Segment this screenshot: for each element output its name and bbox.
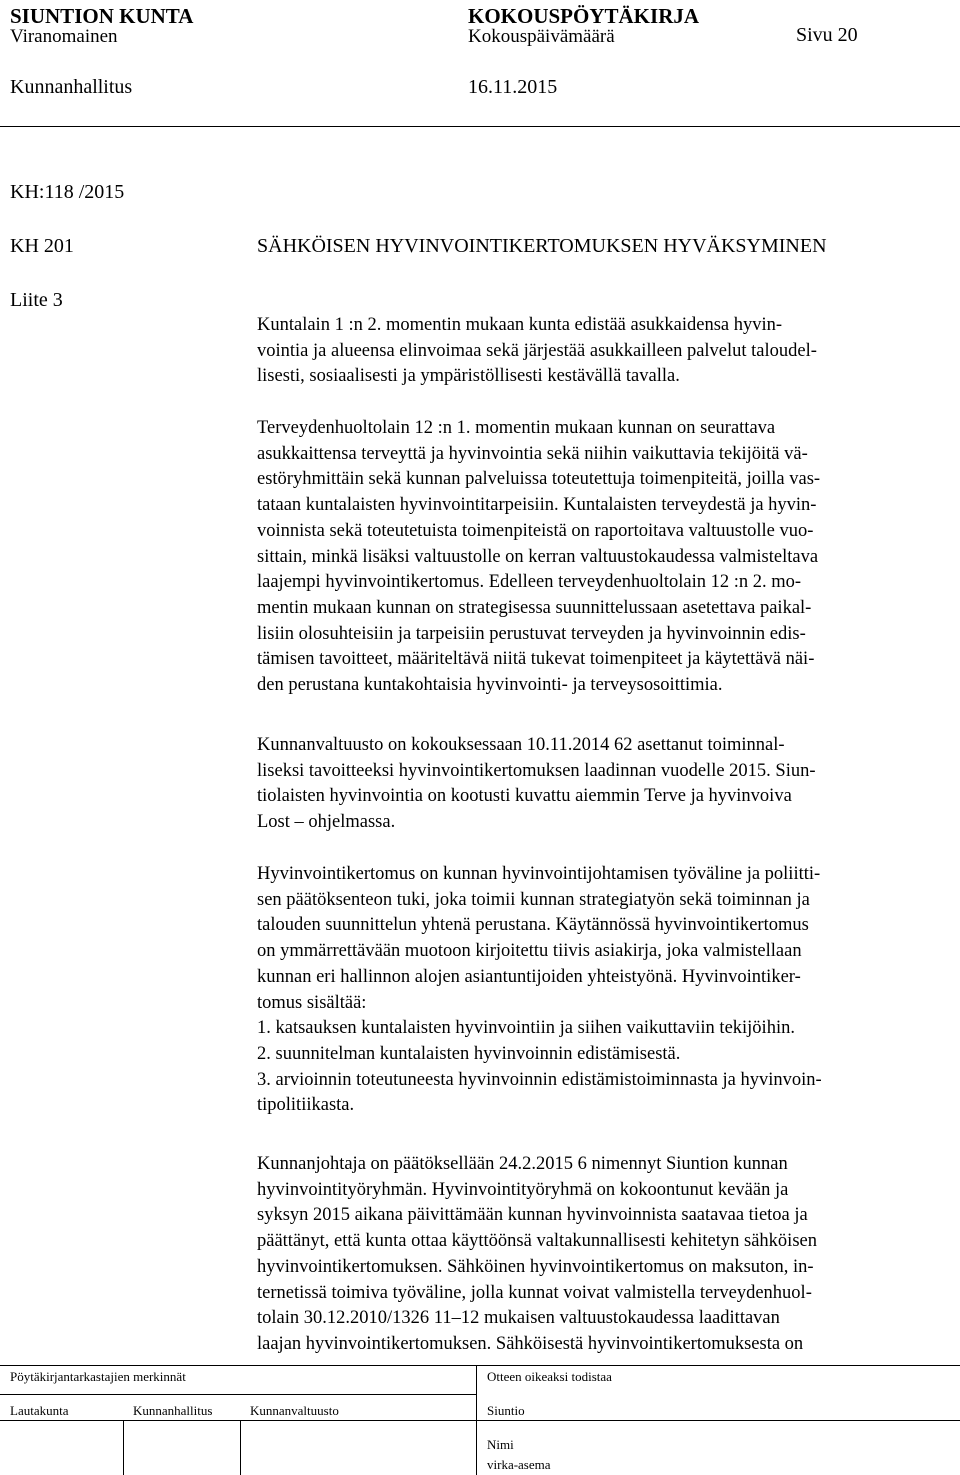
- text-line: hyvinvointikertomuksen. Sähköinen hyvinvointikertomus on maksuton, in-: [257, 1256, 814, 1277]
- footer-col-divider-2: [240, 1420, 241, 1475]
- text-line: sittain, minkä lisäksi valtuustolle on kerran valtuustokaudessa valmisteltava: [257, 546, 819, 567]
- text-line: talouden suunnittelun yhtenä perustana. Käytännössä hyvinvointikertomus: [257, 915, 809, 936]
- text-line: mentin mukaan kunnan on strategisessa suunnittelussaan asetettava paikal-: [257, 597, 812, 618]
- text-line: tataan kuntalaisten hyvinvointitarpeisiin. Kuntalaisten terveydestä ja hyvin-: [257, 495, 817, 516]
- signers-label: Pöytäkirjantarkastajien merkinnät: [10, 1369, 186, 1384]
- text-line: hyvinvointityöryhmän. Hyvinvointityöryhmä on kokoontunut kevään ja: [257, 1179, 789, 1200]
- text-line: tomus sisältää:: [257, 992, 367, 1013]
- authority-label: Viranomainen: [10, 26, 118, 47]
- text-line: päättänyt, että kunta ottaa käyttöönsä valtakunnallisesti kehitetyn sähköisen: [257, 1231, 817, 1252]
- text-line: tolain 30.12.2010/1326 11–12 mukaisen valtuustokaudessa laadittavan: [257, 1308, 780, 1329]
- text-line: liseksi tavoitteeksi hyvinvointikertomuksen laadinnan vuodelle 2015. Siun-: [257, 760, 816, 781]
- footer-columns-rule: [0, 1420, 960, 1421]
- footer-title-label: virka-asema: [487, 1457, 551, 1472]
- footer-col-kunnanvaltuusto: Kunnanvaltuusto: [250, 1403, 339, 1418]
- case-ref: KH:118 /2015: [10, 181, 125, 203]
- attachment: Liite 3: [10, 289, 63, 311]
- footer-signers-rule: [0, 1394, 476, 1395]
- text-line: voinnista sekä toteutetuista toimenpiteistä on raportoitava valtuustolle vuo-: [257, 520, 814, 541]
- list-item: 2. suunnitelman kuntalaisten hyvinvoinnin edistämisestä.: [257, 1043, 681, 1064]
- text-line: on ymmärrettävään muotoon kirjoitettu tiivis asiakirja, joka valmistellaan: [257, 941, 802, 962]
- paragraph-kunnanvaltuusto: [257, 733, 947, 836]
- paragraph-kuntalaki: [257, 313, 947, 390]
- text-line: Kunnanjohtaja on päätöksellään 24.2.2015 6 nimennyt Siuntion kunnan: [257, 1154, 788, 1174]
- text-line: estöryhmittäin sekä kunnan palveluissa toteutettuja toimenpiteitä, joilla vas-: [257, 469, 821, 490]
- text-line: lisesti, sosiaalisesti ja ympäristöllisesti kestävällä tavalla.: [257, 366, 680, 387]
- certified-label: Otteen oikeaksi todistaa: [487, 1369, 612, 1384]
- text-line: Kuntalain 1 :n 2. momentin mukaan kunta edistää asukkaidensa hyvin-: [257, 315, 783, 335]
- footer-col-divider-1: [123, 1420, 124, 1475]
- list-item: 3. arvioinnin toteutuneesta hyvinvoinnin edistämistoiminnasta ja hyvinvoin-: [257, 1069, 822, 1090]
- doc-type: KOKOUSPÖYTÄKIRJA: [468, 4, 700, 28]
- footer-col-lautakunta: Lautakunta: [10, 1403, 69, 1418]
- text-line: Kunnanvaltuusto on kokouksessaan 10.11.2014 62 asettanut toiminnal-: [257, 735, 785, 755]
- authority: Kunnanhallitus: [10, 76, 133, 98]
- paragraph-hyvinvointikertomus: [257, 862, 947, 1119]
- list-item: 1. katsauksen kuntalaisten hyvinvointiin ja siihen vaikuttaviin tekijöihin.: [257, 1018, 795, 1039]
- text-line: asukkaittensa terveyttä ja hyvinvointia sekä niihin vaikuttavia tekijöitä vä-: [257, 443, 808, 464]
- text-line: syksyn 2015 aikana päivittämään kunnan hyvinvoinnista saatavaa tietoa ja: [257, 1205, 808, 1226]
- case-title: SÄHKÖISEN HYVINVOINTIKERTOMUKSEN HYVÄKSYMINEN: [257, 235, 827, 257]
- text-line: den perustana kuntakohtaisia hyvinvointi- ja terveysosoittimia.: [257, 675, 723, 696]
- paragraph-kunnanjohtaja: [257, 1152, 947, 1358]
- org-name: SIUNTION KUNTA: [10, 4, 194, 28]
- text-line: sen päätöksenteon tuki, joka toimii kunnan strategiatyön sekä toiminnan ja: [257, 889, 810, 910]
- text-line: Hyvinvointikertomus on kunnan hyvinvointijohtamisen työväline ja poliitti-: [257, 864, 821, 884]
- text-line: lisiin olosuhteisiin ja tarpeisiin perustuvat terveyden ja hyvinvoinnin edis-: [257, 623, 806, 644]
- footer-name-label: Nimi: [487, 1437, 514, 1452]
- text-line: laajan hyvinvointikertomuksen. Sähköisestä hyvinvointikertomuksesta on: [257, 1333, 804, 1354]
- text-line: vointia ja alueensa elinvoimaa sekä järjestää asukkailleen palvelut taloudel-: [257, 340, 817, 361]
- text-line: Lost – ohjelmassa.: [257, 812, 396, 833]
- page-number: Sivu 20: [796, 24, 858, 46]
- meeting-date: 16.11.2015: [468, 76, 558, 98]
- list-item: tipolitiikasta.: [257, 1095, 355, 1116]
- text-line: kunnan eri hallinnon alojen asiantuntijoiden yhteistyönä. Hyvinvointiker-: [257, 966, 801, 987]
- footer-col-kunnanhallitus: Kunnanhallitus: [133, 1403, 213, 1418]
- footer-top-rule: [0, 1365, 960, 1366]
- footer-place: Siuntio: [487, 1403, 525, 1418]
- text-line: tämisen tavoitteet, määriteltävä niitä tukevat toimenpiteet ja käytettävä näi-: [257, 649, 815, 670]
- text-line: Terveydenhuoltolain 12 :n 1. momentin mukaan kunnan on seurattava: [257, 418, 776, 438]
- text-line: ternetissä toimiva työväline, jolla kunnat voivat valmistella terveydenhuol-: [257, 1282, 812, 1303]
- case-number: KH 201: [10, 235, 74, 257]
- paragraph-terveydenhuoltolaki: [257, 416, 947, 699]
- date-label: Kokouspäivämäärä: [468, 26, 615, 47]
- text-line: laajempi hyvinvointikertomus. Edelleen terveydenhuoltolain 12 :n 2. mo-: [257, 572, 802, 593]
- header-divider: [0, 126, 960, 127]
- text-line: tiolaisten hyvinvointia on kootusti kuvattu aiemmin Terve ja hyvinvoiva: [257, 786, 792, 807]
